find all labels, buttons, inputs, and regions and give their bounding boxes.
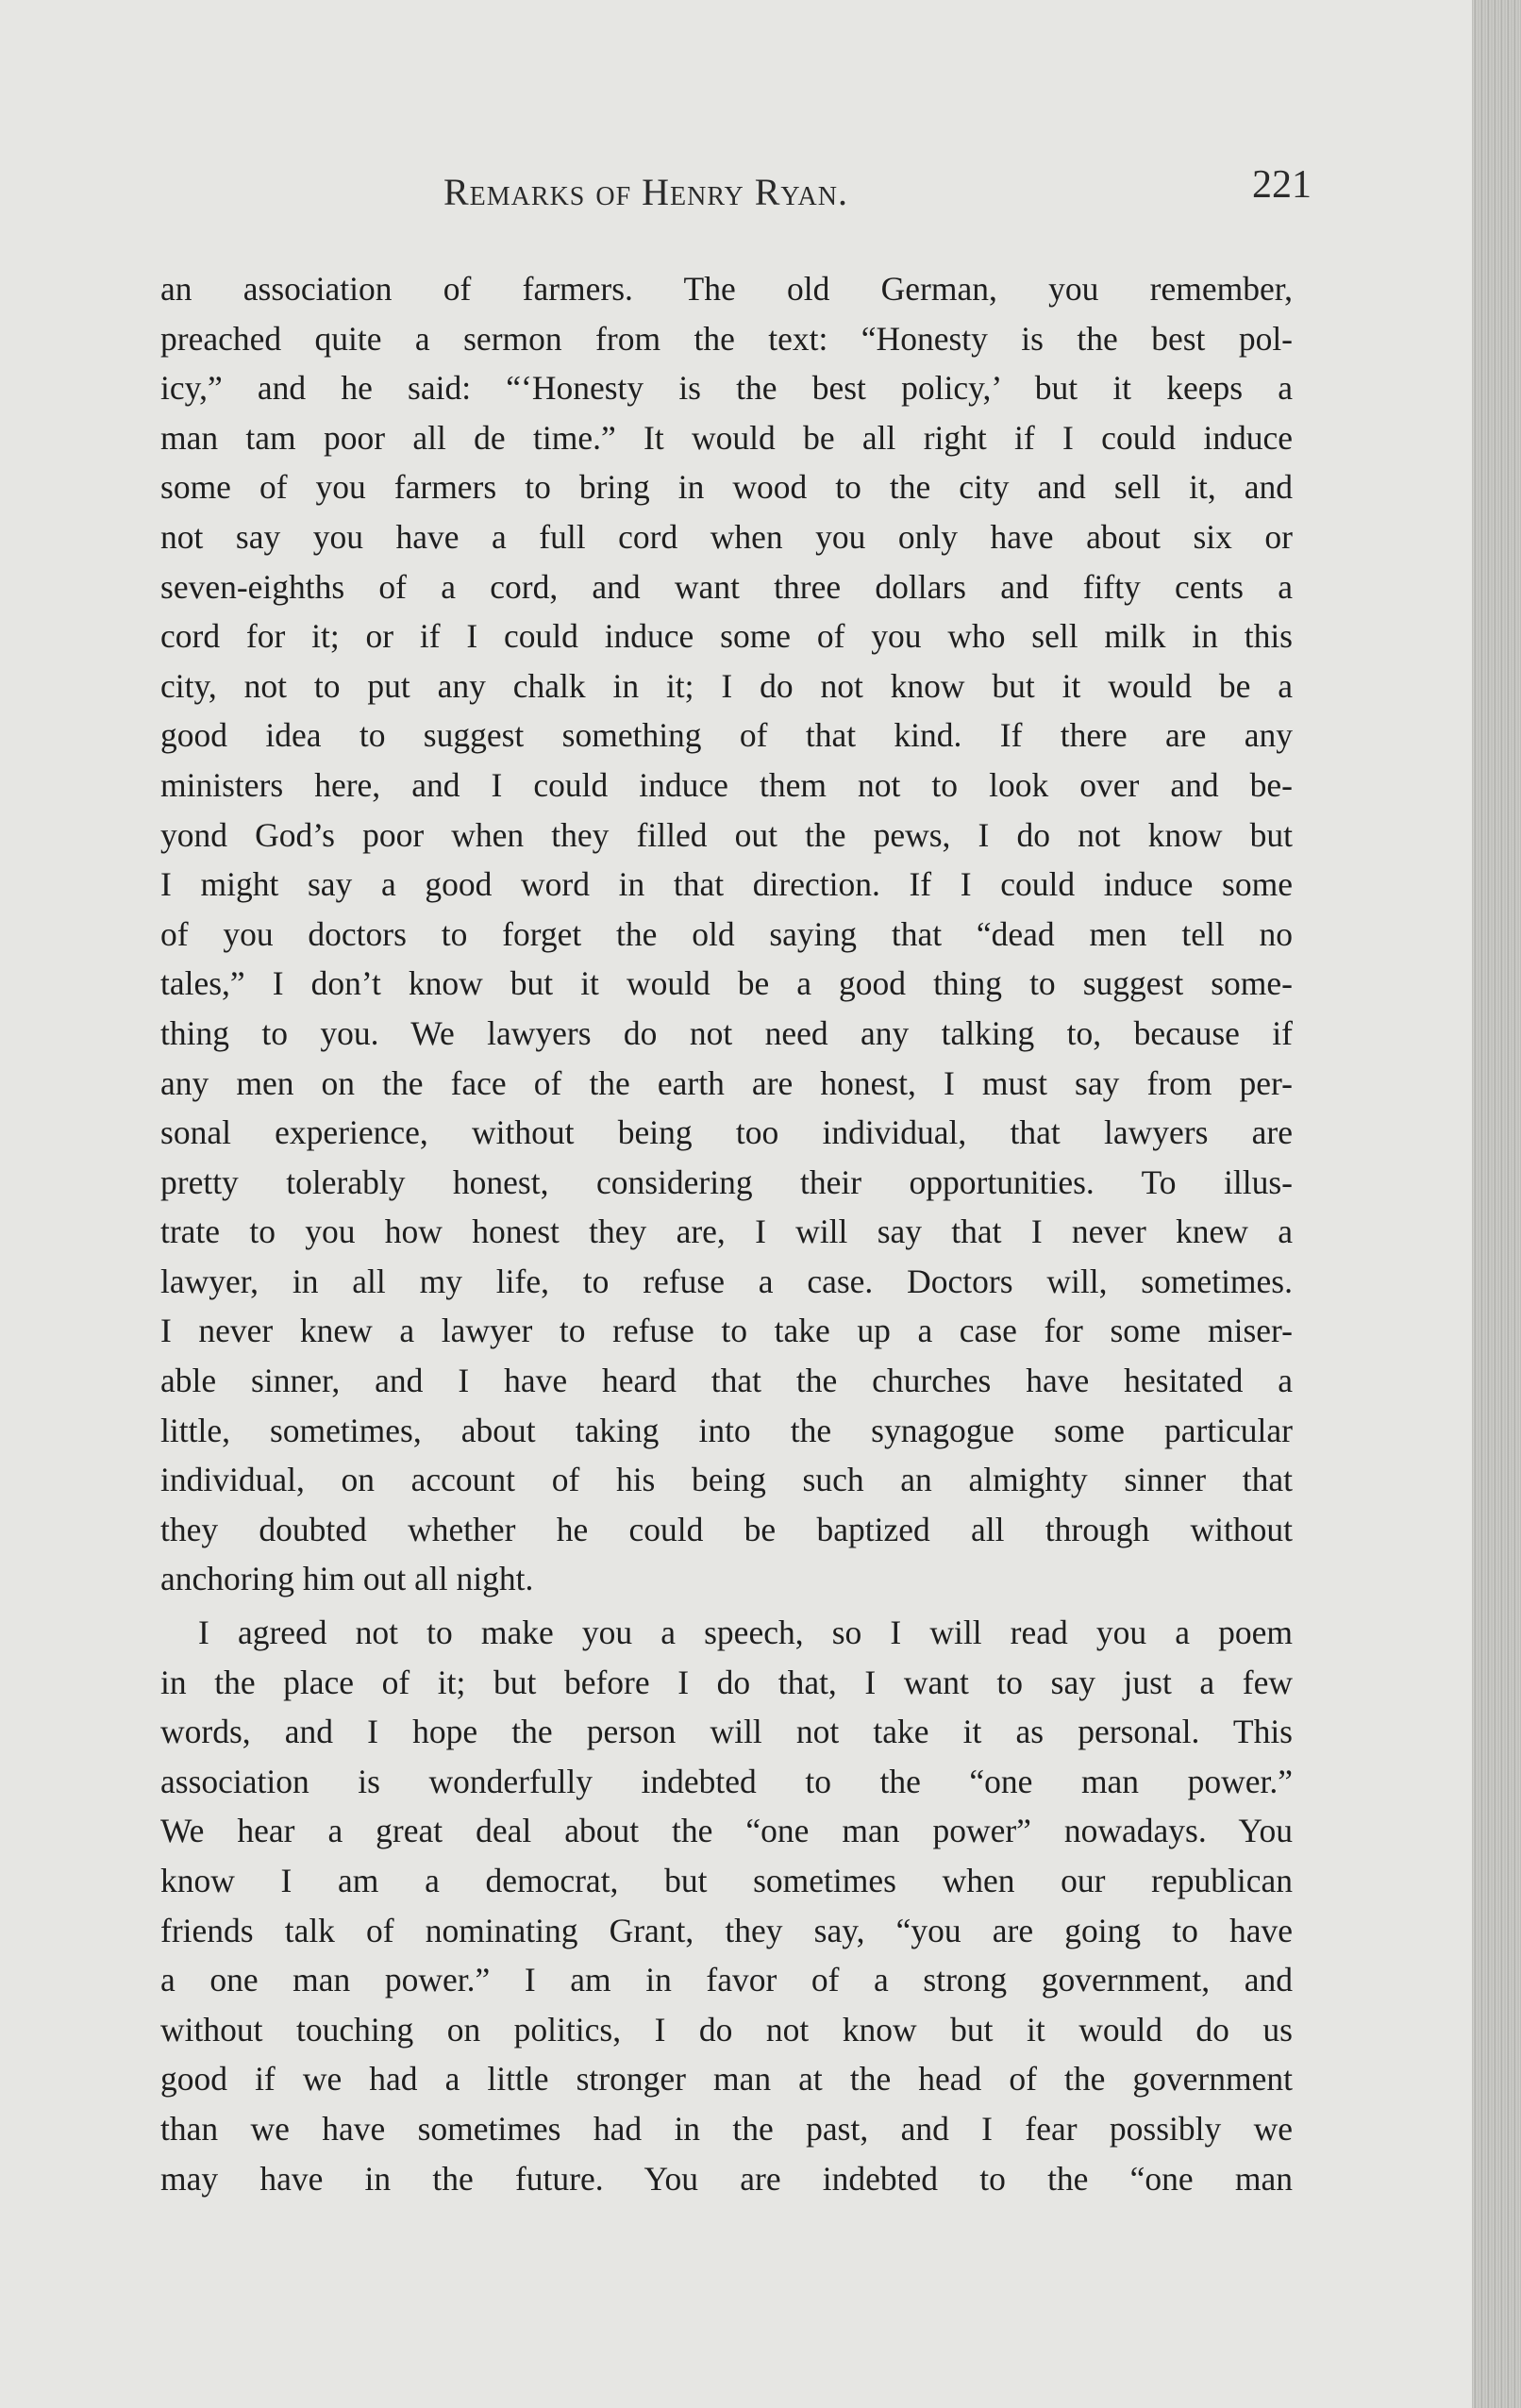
running-head-title: Remarks of Henry Ryan.: [443, 171, 848, 213]
text-line: a one man power.” I am in favor of a strong government, and: [160, 1961, 1293, 1999]
text-line: I never knew a lawyer to refuse to take up a case for some miser-: [160, 1312, 1293, 1350]
text-line: man tam poor all de time.” It would be all right if I could induce: [160, 418, 1293, 457]
text-line: some of you farmers to bring in wood to the city and sell it, and: [160, 468, 1293, 507]
page-number: 221: [1252, 163, 1312, 207]
text-line: without touching on politics, I do not know but it would do us: [160, 2010, 1293, 2048]
text-line: words, and I hope the person will not take it as personal. This: [160, 1713, 1293, 1751]
text-line: in the place of it; but before I do that, I want to say just a few: [160, 1663, 1293, 1701]
text-line: ministers here, and I could induce them not to look over and be-: [160, 765, 1293, 804]
running-head: [142, 162, 1312, 219]
text-line: seven-eighths of a cord, and want three dollars and fifty cents a: [160, 567, 1293, 606]
text-line: an association of farmers. The old German, you remember,: [160, 270, 1293, 308]
text-line: pretty tolerably honest, considering their opportunities. To illus-: [160, 1162, 1293, 1201]
text-line: city, not to put any chalk in it; I do not know but it would be a: [160, 666, 1293, 705]
text-line: anchoring him out all night.: [160, 1560, 534, 1598]
text-line: of you doctors to forget the old saying that “dead men tell no: [160, 914, 1293, 953]
text-line: We hear a great deal about the “one man power” nowadays. You: [160, 1812, 1293, 1850]
text-line: not say you have a full cord when you only have about six or: [160, 517, 1293, 556]
text-line: than we have sometimes had in the past, and I fear possibly we: [160, 2109, 1293, 2148]
text-line: tales,” I don’t know but it would be a good thing to suggest some-: [160, 964, 1293, 1003]
text-line: individual, on account of his being such an almighty sinner that: [160, 1461, 1293, 1499]
body-text: [160, 264, 1293, 2203]
text-line: association is wonderfully indebted to the “one man power.”: [160, 1762, 1293, 1800]
text-line: cord for it; or if I could induce some of you who sell milk in this: [160, 617, 1293, 656]
text-line: they doubted whether he could be baptized all through without: [160, 1510, 1293, 1548]
text-line: friends talk of nominating Grant, they say, “you are going to have: [160, 1911, 1293, 1949]
text-line: yond God’s poor when they filled out the pews, I do not know but: [160, 815, 1293, 854]
text-line: able sinner, and I have heard that the churches have hesitated a: [160, 1362, 1293, 1400]
text-line: icy,” and he said: “‘Honesty is the best policy,’ but it keeps a: [160, 369, 1293, 408]
paragraph-1: [160, 264, 1293, 1604]
text-line: lawyer, in all my life, to refuse a case. Doctors will, sometimes.: [160, 1262, 1293, 1300]
text-line: any men on the face of the earth are honest, I must say from per-: [160, 1063, 1293, 1102]
text-line: good idea to suggest something of that kind. If there are any: [160, 716, 1293, 755]
page-edge: [1472, 0, 1521, 2408]
text-line: sonal experience, without being too individual, that lawyers are: [160, 1113, 1293, 1152]
text-line: know I am a democrat, but sometimes when our republican: [160, 1862, 1293, 1899]
text-line: good if we had a little stronger man at the head of the government: [160, 2060, 1293, 2099]
text-line: preached quite a sermon from the text: “Honesty is the best pol-: [160, 319, 1293, 358]
text-line: thing to you. We lawyers do not need any talking to, because if: [160, 1013, 1293, 1052]
paragraph-2: [160, 1608, 1293, 2203]
text-line: I might say a good word in that direction. If I could induce some: [160, 865, 1293, 904]
text-line: may have in the future. You are indebted to the “one man: [160, 2159, 1293, 2198]
text-line: I agreed not to make you a speech, so I will read you a poem: [198, 1614, 1293, 1652]
text-line: little, sometimes, about taking into the synagogue some particular: [160, 1411, 1293, 1449]
text-line: trate to you how honest they are, I will say that I never knew a: [160, 1212, 1293, 1251]
